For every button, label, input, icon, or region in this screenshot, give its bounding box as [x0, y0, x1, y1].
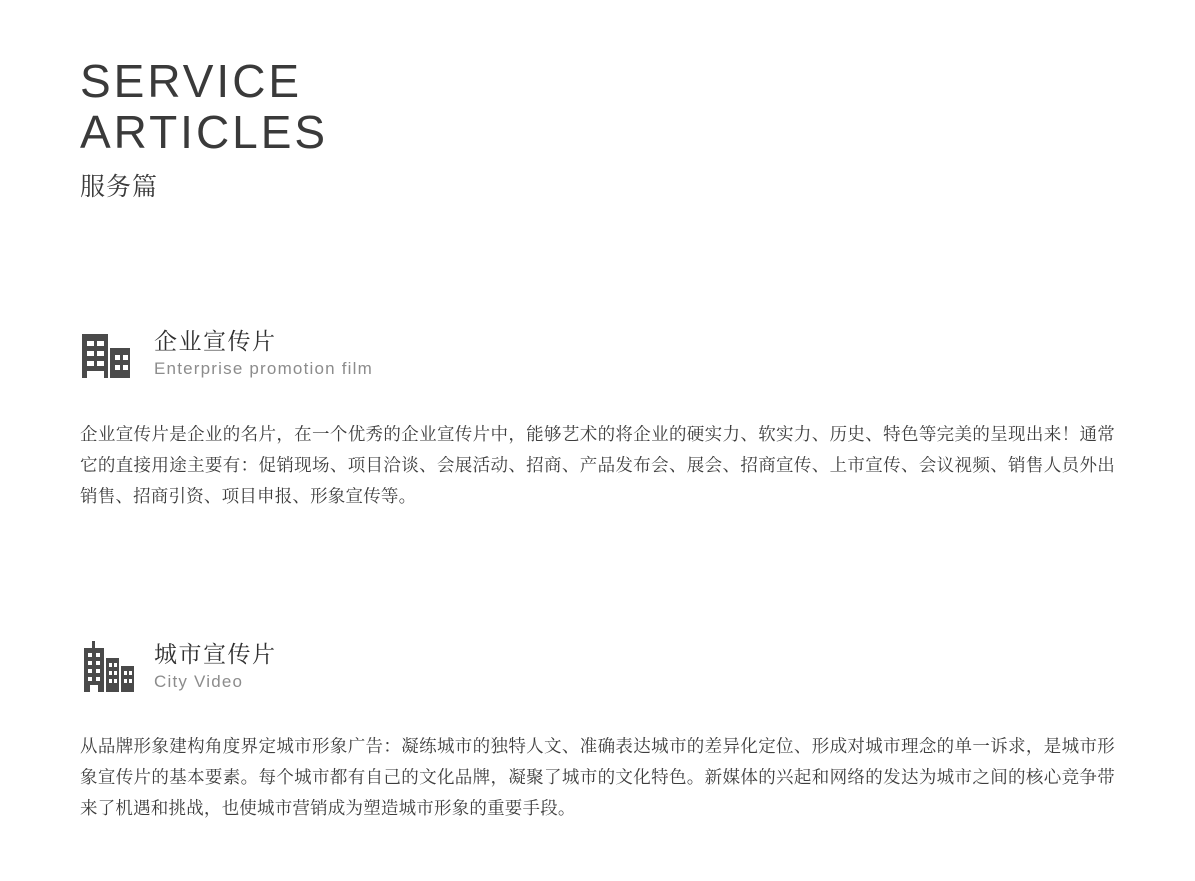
section-body-text: 从品牌形象建构角度界定城市形象广告：凝练城市的独特人文、准确表达城市的差异化定位、形成对城市理念的单一诉求，是城市形象宣传片的基本要素。每个城市都有自己的文化品牌，凝聚了城市的文化特色。新媒体的兴起和网络的发达为城市之间的核心竞争带来了机遇和挑战，也使城市营销成为塑造城市形象的重要手段。 — [80, 736, 1115, 818]
section-city-video — [80, 638, 1120, 824]
section-title-group — [154, 638, 277, 693]
page-subtitle: 服务篇 — [80, 173, 159, 201]
city-skyline-icon — [80, 638, 142, 696]
section-heading — [80, 325, 1120, 387]
page-title-line2: ARTICLES — [80, 106, 329, 158]
section-body-text: 企业宣传片是企业的名片，在一个优秀的企业宣传片中，能够艺术的将企业的硬实力、软实力、历史、特色等完美的呈现出来！通常它的直接用途主要有：促销现场、项目洽谈、会展活动、招商、产品发布会、展会、招商宣传、上市宣传、会议视频、销售人员外出销售、招商引资、项目申报、形象宣传等。 — [80, 424, 1115, 506]
section-enterprise-promotion-film — [80, 325, 1120, 512]
office-building-icon — [80, 325, 142, 383]
section-subtitle: City Video — [154, 672, 244, 691]
page-title-line1: SERVICE — [80, 55, 303, 107]
section-title-group — [154, 325, 373, 380]
section-title: 城市宣传片 — [154, 641, 277, 667]
page-header — [80, 56, 328, 202]
section-subtitle: Enterprise promotion film — [154, 359, 373, 378]
section-title: 企业宣传片 — [154, 328, 277, 354]
section-heading — [80, 638, 1120, 700]
